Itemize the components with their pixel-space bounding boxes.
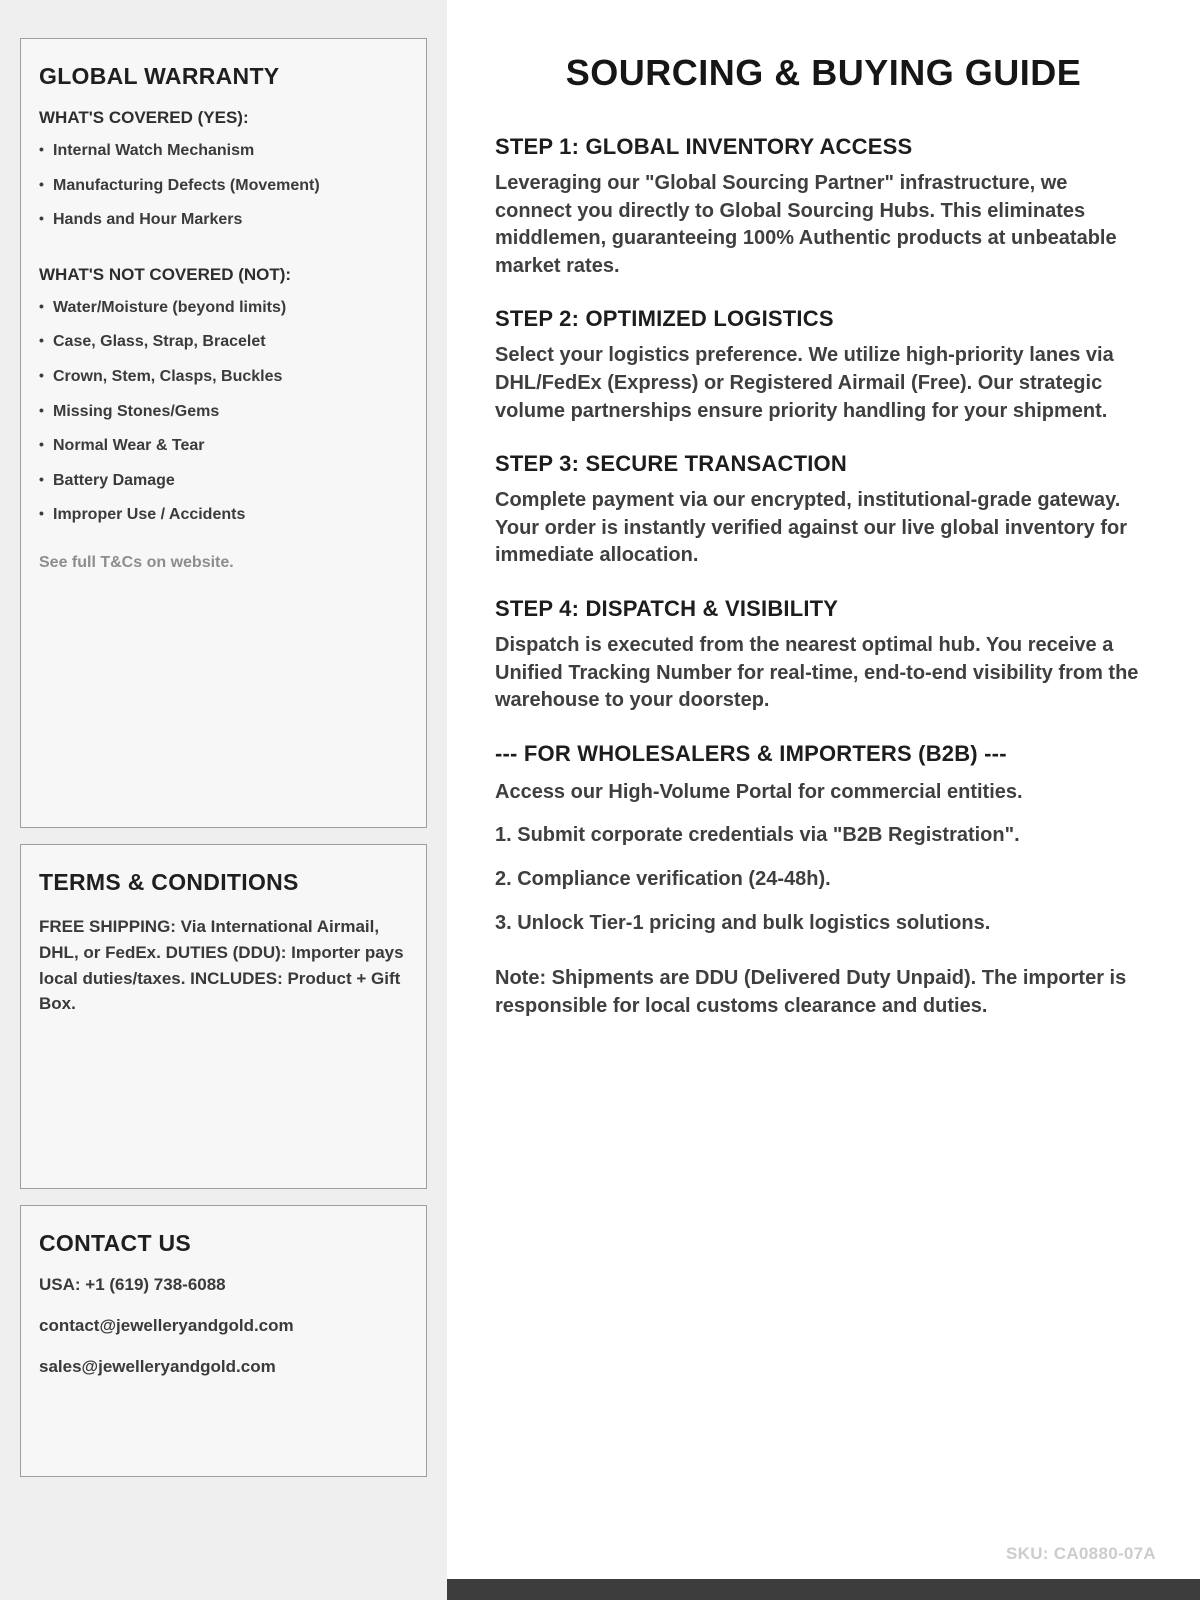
list-item: • Improper Use / Accidents — [39, 504, 406, 526]
list-item: • Missing Stones/Gems — [39, 401, 406, 423]
warranty-title: GLOBAL WARRANTY — [39, 63, 280, 89]
contact-email-sales: sales@jewelleryandgold.com — [39, 1357, 276, 1376]
contact-phone: USA: +1 (619) 738-6088 — [39, 1275, 226, 1294]
terms-title: TERMS & CONDITIONS — [39, 869, 299, 895]
step-1-heading: STEP 1: GLOBAL INVENTORY ACCESS — [495, 134, 913, 159]
step-4-heading: STEP 4: DISPATCH & VISIBILITY — [495, 595, 839, 621]
step-1 — [495, 134, 1152, 280]
list-item: • Water/Moisture (beyond limits) — [39, 297, 406, 319]
b2b-heading: --- FOR WHOLESALERS & IMPORTERS (B2B) --- — [495, 740, 1007, 766]
contact-title: CONTACT US — [39, 1230, 192, 1256]
step-2 — [495, 306, 1152, 425]
step-2-heading: STEP 2: OPTIMIZED LOGISTICS — [495, 306, 834, 332]
list-item: • Manufacturing Defects (Movement) — [39, 175, 406, 197]
contact-email-primary: contact@jewelleryandgold.com — [39, 1316, 294, 1335]
b2b-item-2: 2. Compliance verification (24-48h). — [495, 867, 831, 890]
step-1-body: Leveraging our "Global Sourcing Partner" infrastructure, we connect you directly to Global Sourcing Hubs. This eliminates middlemen, guaranteeing 100% Authentic products at unbeatable market rates. — [495, 172, 1117, 277]
list-item: • Crown, Stem, Clasps, Buckles — [39, 366, 406, 388]
list-item: • Normal Wear & Tear — [39, 435, 406, 457]
not-covered-heading: WHAT'S NOT COVERED (NOT): — [39, 264, 292, 284]
step-3-body: Complete payment via our encrypted, institutional-grade gateway. Your order is instantly verified against our live global inventory for immediate allocation. — [495, 489, 1127, 567]
step-4-body: Dispatch is executed from the nearest optimal hub. You receive a Unified Tracking Number for real-time, end-to-end visibility from the warehouse to your doorstep. — [495, 633, 1139, 712]
b2b-section — [495, 741, 1152, 1021]
b2b-item-1: 1. Submit corporate credentials via "B2B Registration". — [495, 824, 1020, 847]
warranty-panel — [20, 38, 427, 828]
step-4 — [495, 596, 1152, 715]
page-title: SOURCING & BUYING GUIDE — [565, 52, 1082, 93]
list-item: • Case, Glass, Strap, Bracelet — [39, 331, 406, 353]
b2b-intro: Access our High-Volume Portal for commercial entities. — [495, 780, 1023, 803]
terms-panel — [20, 844, 427, 1189]
sidebar — [0, 0, 447, 1600]
sku-label: SKU: CA0880-07A — [1006, 1544, 1156, 1563]
b2b-item-3: 3. Unlock Tier-1 pricing and bulk logistics solutions. — [495, 911, 991, 934]
footer-bar — [447, 1579, 1200, 1600]
not-covered-list — [39, 297, 406, 526]
list-item: • Internal Watch Mechanism — [39, 140, 406, 162]
covered-heading: WHAT'S COVERED (YES): — [39, 108, 249, 127]
b2b-note: Note: Shipments are DDU (Delivered Duty Unpaid). The importer is responsible for local customs clearance and duties. — [495, 967, 1127, 1017]
list-item: • Hands and Hour Markers — [39, 209, 406, 231]
main-content — [447, 0, 1200, 1600]
contact-panel — [20, 1205, 427, 1477]
terms-body: FREE SHIPPING: Via International Airmail, DHL, or FedEx. DUTIES (DDU): Importer pays local duties/taxes. INCLUDES: Product + Gift Box. — [39, 917, 404, 1014]
step-3 — [495, 451, 1152, 570]
list-item: • Battery Damage — [39, 470, 406, 492]
warranty-footnote: See full T&Cs on website. — [39, 553, 234, 571]
step-3-heading: STEP 3: SECURE TRANSACTION — [495, 451, 847, 477]
step-2-body: Select your logistics preference. We utilize high-priority lanes via DHL/FedEx (Express) or Registered Airmail (Free). Our strategic volume partnerships ensure priority handling for your shipment. — [495, 344, 1114, 422]
covered-list — [39, 140, 406, 231]
